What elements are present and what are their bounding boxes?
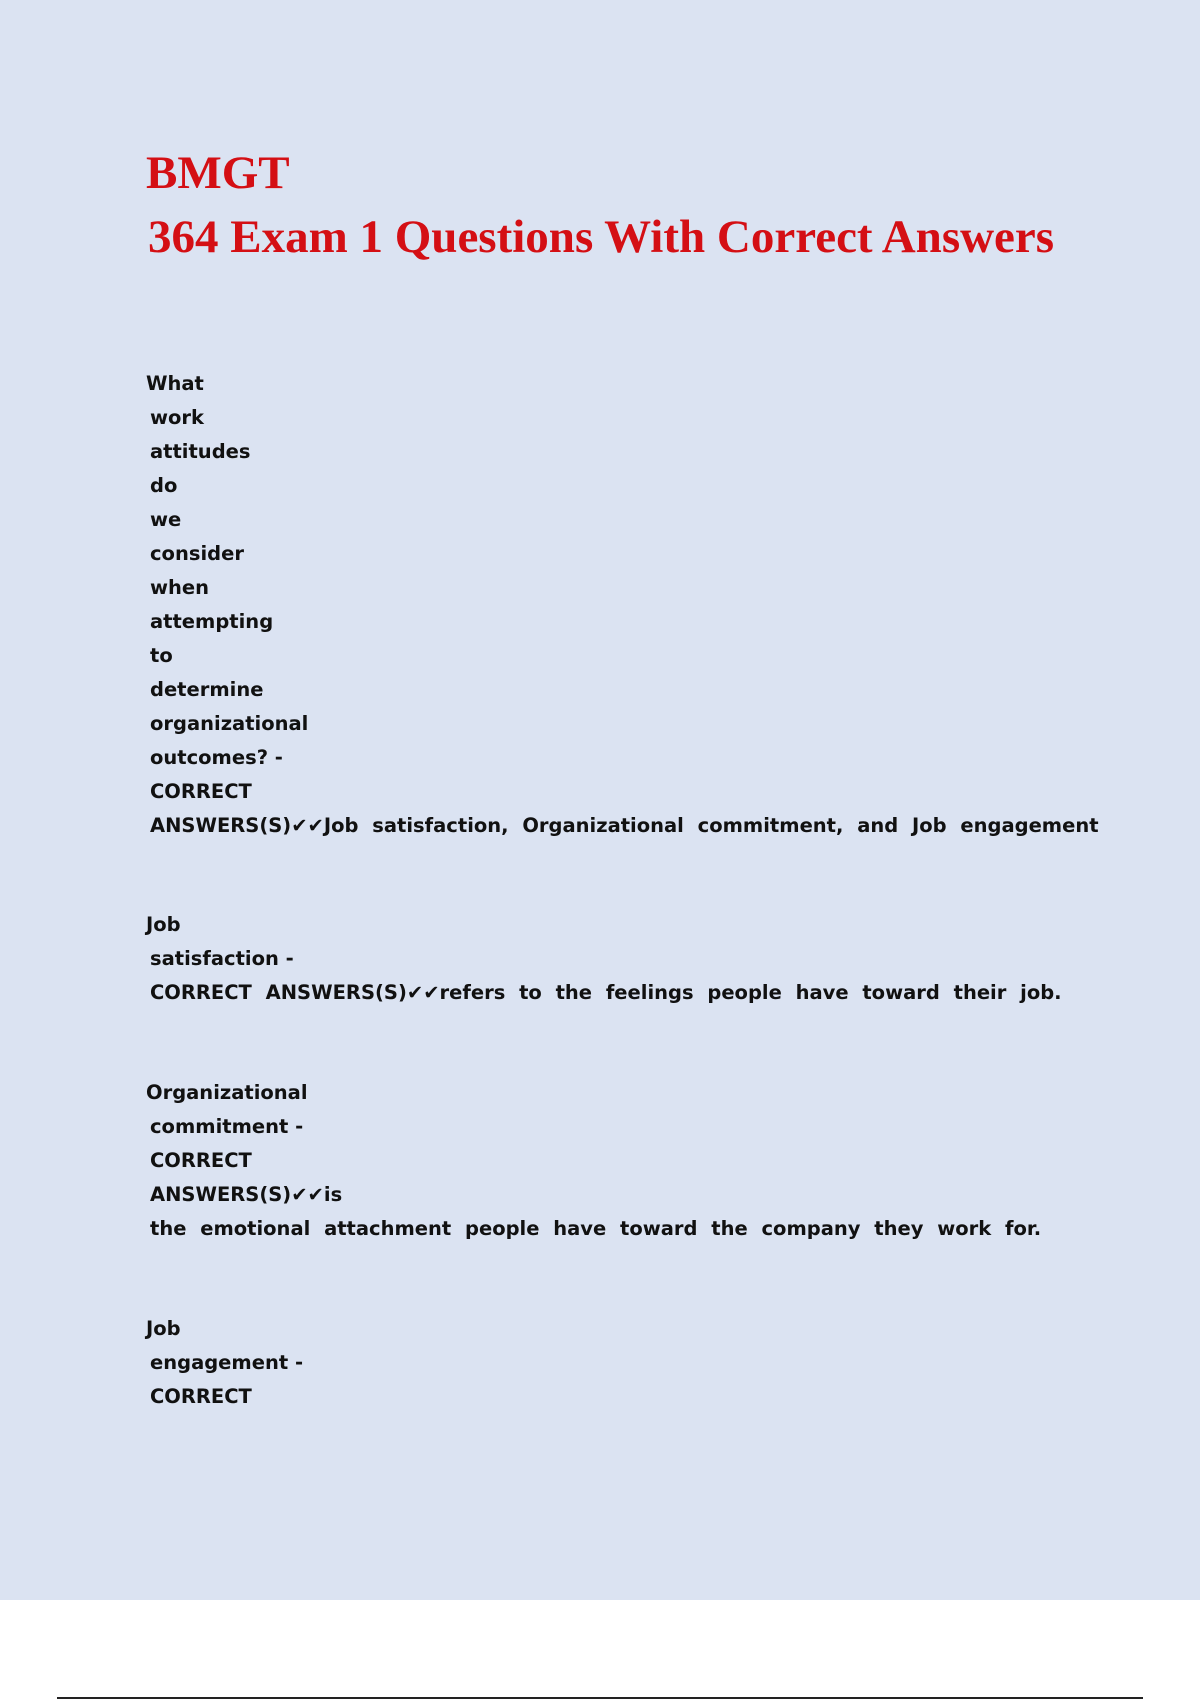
question-line: we xyxy=(150,508,182,531)
qa-item-work-attitudes xyxy=(146,367,1099,843)
question-line: when xyxy=(150,576,210,599)
answer-label-line: CORRECT xyxy=(150,1385,252,1408)
question-line: outcomes? - xyxy=(150,746,283,769)
question-line: satisfaction - xyxy=(150,947,294,970)
question-line: attempting xyxy=(150,610,274,633)
question-line: do xyxy=(150,474,178,497)
question-line: to xyxy=(150,644,173,667)
question-line: engagement - xyxy=(150,1351,304,1374)
question-line: commitment - xyxy=(150,1115,304,1138)
answer-label-line: ANSWERS(S)✔✔is xyxy=(150,1183,343,1206)
question-line: work xyxy=(150,406,204,429)
question-line: Organizational xyxy=(146,1081,308,1104)
question-line: attitudes xyxy=(150,440,251,463)
document-title-line-1: BMGT xyxy=(146,147,290,199)
question-line: consider xyxy=(150,542,244,565)
qa-item-job-satisfaction xyxy=(146,908,1062,1010)
document-title-line-2: 364 Exam 1 Questions With Correct Answers xyxy=(148,211,1055,263)
answer-line: the emotional attachment people have toward the company they work for. xyxy=(150,1217,1042,1240)
qa-item-organizational-commitment xyxy=(146,1076,1041,1246)
question-line: determine xyxy=(150,678,264,701)
question-line: What xyxy=(146,372,204,395)
qa-item-job-engagement xyxy=(146,1312,303,1414)
answer-line: CORRECT ANSWERS(S)✔✔refers to the feelings people have toward their job. xyxy=(150,981,1062,1004)
answer-line: ANSWERS(S)✔✔Job satisfaction, Organizational commitment, and Job engagement xyxy=(150,814,1099,837)
answer-label-line: CORRECT xyxy=(150,780,252,803)
question-line: organizational xyxy=(150,712,309,735)
footer-divider xyxy=(57,1697,1143,1699)
question-line: Job xyxy=(146,913,181,936)
answer-label-line: CORRECT xyxy=(150,1149,252,1172)
question-line: Job xyxy=(146,1317,181,1340)
